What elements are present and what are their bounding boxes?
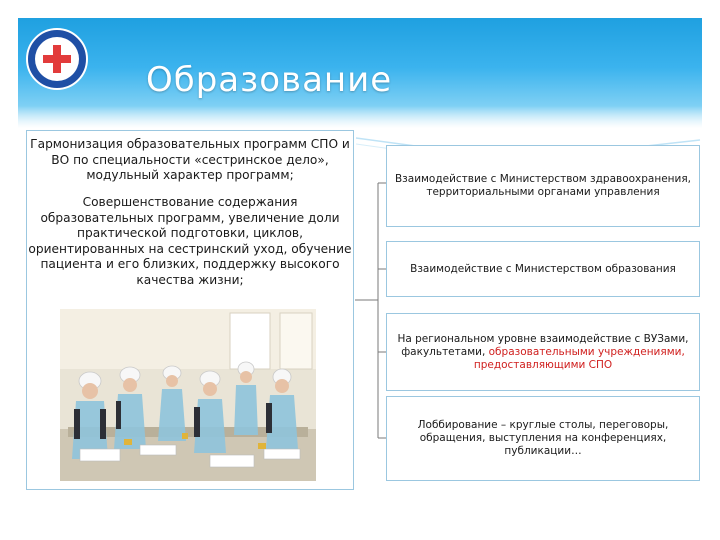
content-improvement-paragraph: Совершенствование содержания образовательных программ, увеличение доли практической подготовки, циклов, ориентированных на сестринский уход, обучение пациента и его близких, поддержку высокого качества жизни; (28, 195, 352, 287)
lobbying-box (386, 396, 700, 481)
ministry-education-box (386, 241, 700, 297)
ministry-health-box (386, 145, 700, 227)
regional-cooperation-text (393, 333, 693, 372)
ministry-health-text: Взаимодействие с Министерством здравоохранения, территориальными органами управления (394, 173, 692, 198)
regional-cooperation-box (386, 313, 700, 391)
regional-cooperation-text-plain: На региональном уровне взаимодействие с ВУЗами, факультетами, (397, 332, 689, 358)
regional-cooperation-text-highlight: образовательными учреждениями, предоставляющими СПО (473, 345, 685, 371)
slide-title: Образование (146, 60, 393, 100)
lobbying-text: Лоббирование – круглые столы, переговоры, обращения, выступления на конференциях, публикации… (417, 419, 669, 457)
harmonization-paragraph: Гармонизация образовательных программ СПО и ВО по специальности «сестринское дело», модульный характер программ; (30, 137, 350, 182)
ministry-education-text: Взаимодействие с Министерством образования (410, 262, 676, 275)
